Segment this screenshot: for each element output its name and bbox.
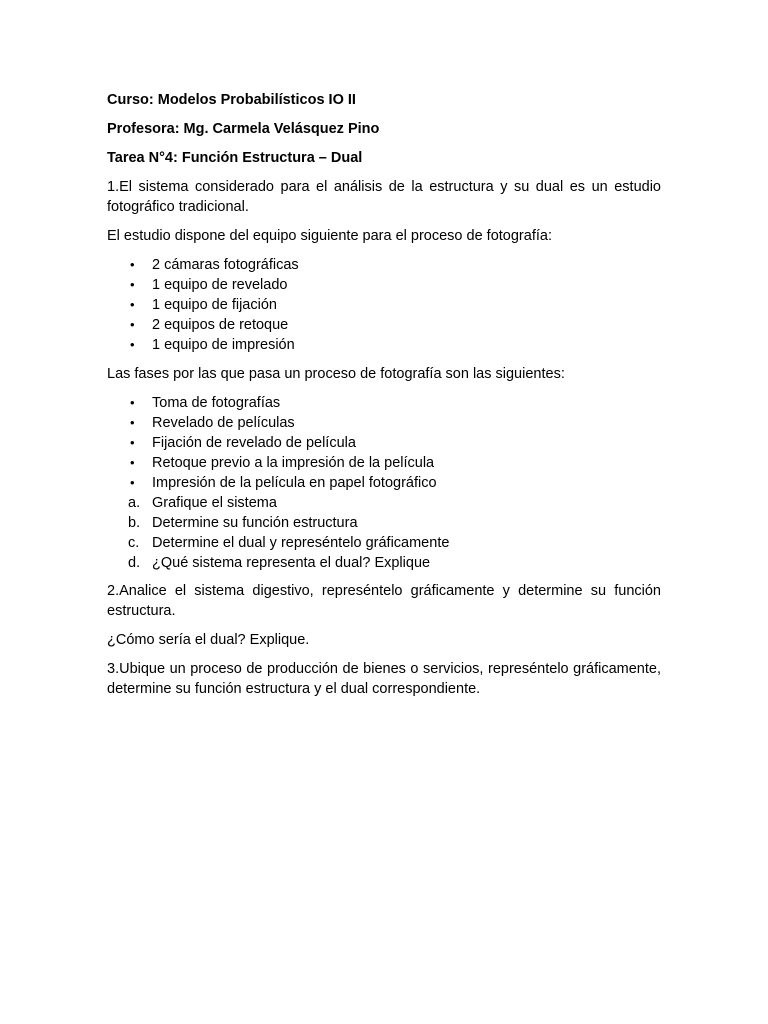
list-item: • Retoque previo a la impresión de la película: [130, 455, 435, 471]
bullet-icon: •: [130, 297, 135, 312]
bullet-icon: •: [130, 435, 135, 450]
teacher-heading: Profesora: Mg. Carmela Velásquez Pino: [107, 121, 380, 137]
course-heading: Curso: Modelos Probabilísticos IO II: [107, 92, 356, 108]
tasks-list: [107, 493, 661, 573]
document-page: [107, 90, 661, 708]
question-3: 3.Ubique un proceso de producción de bienes o servicios, represéntelo gráficamente, determine su función estructura y el dual correspondiente.: [107, 661, 661, 697]
bullet-icon: •: [130, 475, 135, 490]
phases-list: [107, 393, 661, 493]
equipment-intro: El estudio dispone del equipo siguiente para el proceso de fotografía:: [107, 228, 552, 244]
list-letter: c.: [128, 535, 140, 551]
bullet-icon: •: [130, 257, 135, 272]
task-heading: Tarea N°4: Función Estructura – Dual: [107, 150, 363, 166]
bullet-icon: •: [130, 337, 135, 352]
list-item: • 2 equipos de retoque: [130, 317, 289, 333]
list-item: • 1 equipo de impresión: [130, 337, 295, 353]
question-2-followup: ¿Cómo sería el dual? Explique.: [107, 632, 310, 648]
list-letter: d.: [128, 555, 141, 571]
list-letter: b.: [128, 515, 141, 531]
list-item: • 2 cámaras fotográficas: [130, 257, 299, 273]
list-letter: a.: [128, 495, 141, 511]
bullet-icon: •: [130, 395, 135, 410]
bullet-icon: •: [130, 277, 135, 292]
bullet-icon: •: [130, 317, 135, 332]
list-item: • Impresión de la película en papel fotográfico: [130, 475, 437, 491]
list-item: • Fijación de revelado de película: [130, 435, 356, 451]
question-1-intro: 1.El sistema considerado para el análisis de la estructura y su dual es un estudio fotográfico tradicional.: [107, 179, 661, 215]
list-item: d. ¿Qué sistema representa el dual? Explique: [128, 555, 431, 571]
equipment-list: [107, 255, 661, 355]
list-item: • 1 equipo de revelado: [130, 277, 288, 293]
bullet-icon: •: [130, 415, 135, 430]
list-item: a. Grafique el sistema: [128, 495, 277, 511]
list-item: b. Determine su función estructura: [128, 515, 358, 531]
question-2: 2.Analice el sistema digestivo, represéntelo gráficamente y determine su función estructura.: [107, 583, 661, 619]
list-item: c. Determine el dual y represéntelo gráficamente: [128, 535, 450, 551]
list-item: • Revelado de películas: [130, 415, 295, 431]
bullet-icon: •: [130, 455, 135, 470]
list-item: • Toma de fotografías: [130, 395, 281, 411]
list-item: • 1 equipo de fijación: [130, 297, 277, 313]
phases-intro: Las fases por las que pasa un proceso de fotografía son las siguientes:: [107, 366, 565, 382]
